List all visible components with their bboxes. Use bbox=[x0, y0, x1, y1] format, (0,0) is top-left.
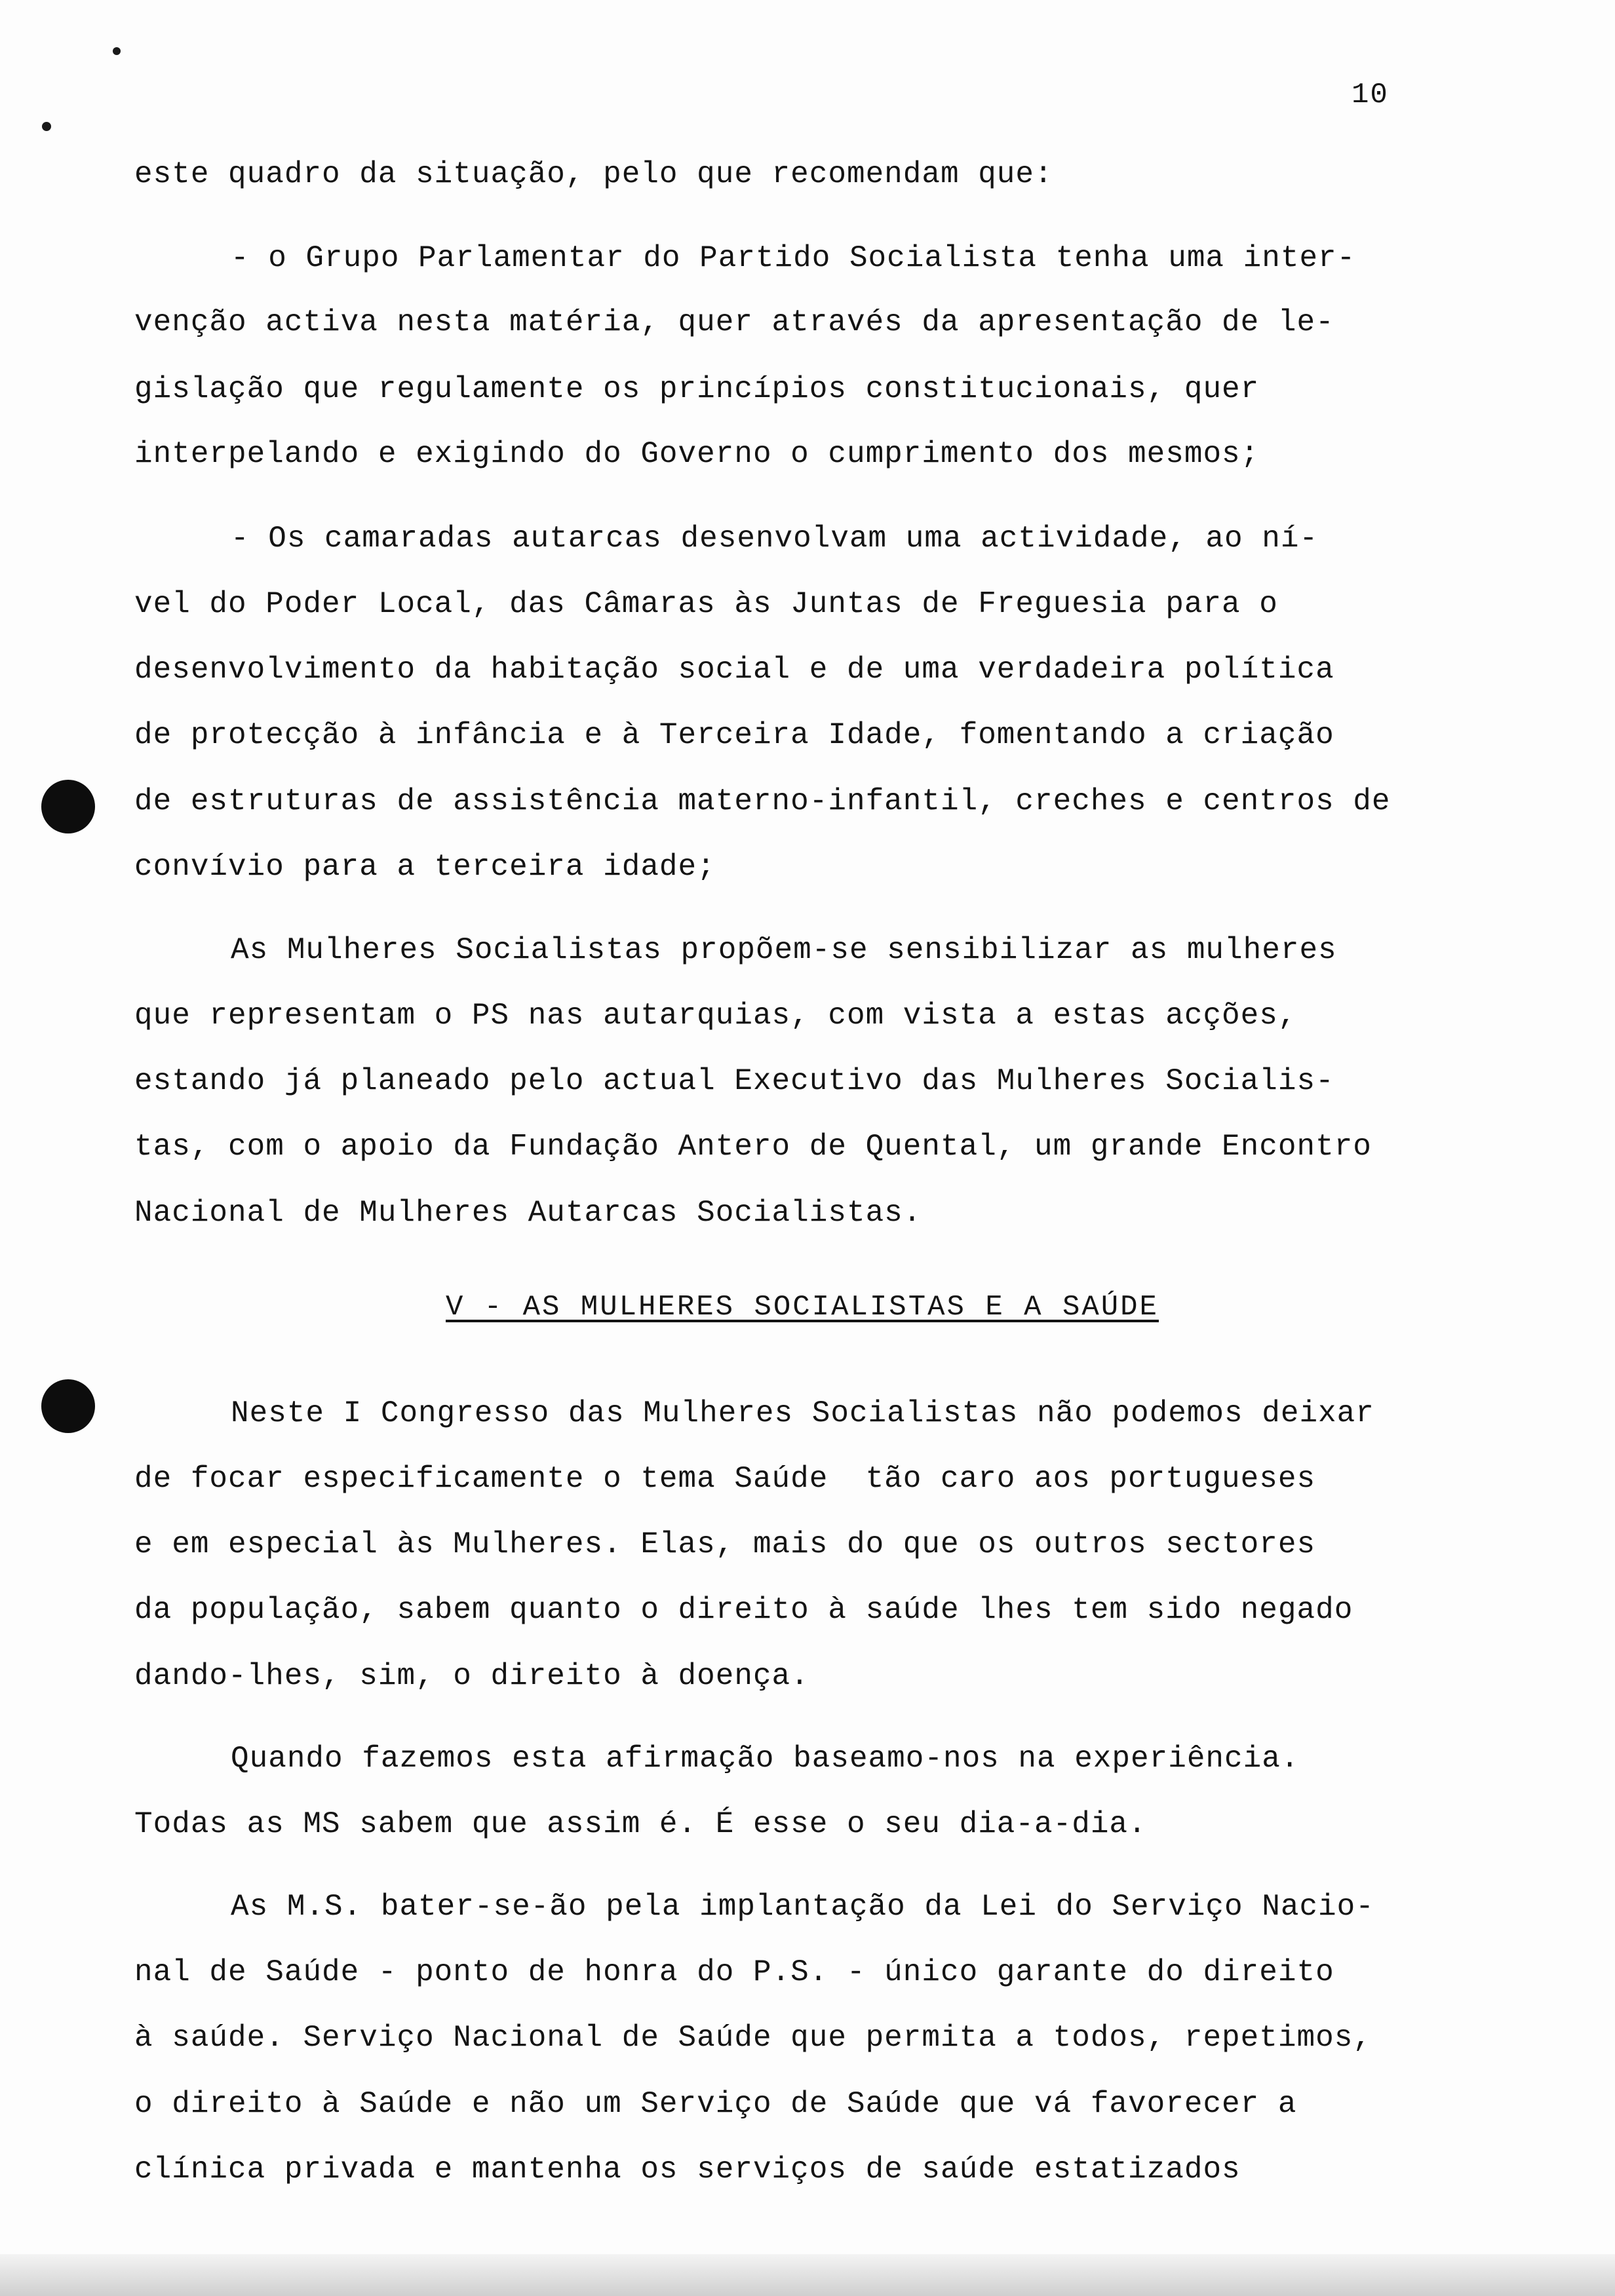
text-line: este quadro da situação, pelo que recomendam que: bbox=[134, 157, 1053, 191]
text-line: clínica privada e mantenha os serviços de saúde estatizados bbox=[134, 2152, 1241, 2187]
text-line: venção activa nesta matéria, quer através da apresentação de le- bbox=[134, 305, 1334, 339]
text-line: dando-lhes, sim, o direito à doença. bbox=[134, 1659, 809, 1693]
text-line: estando já planeado pelo actual Executivo das Mulheres Socialis- bbox=[134, 1064, 1334, 1098]
text-line: convívio para a terceira idade; bbox=[134, 850, 716, 884]
text-line: vel do Poder Local, das Câmaras às Juntas de Freguesia para o bbox=[134, 587, 1278, 621]
punch-hole-top bbox=[41, 780, 95, 833]
text-line: de protecção à infância e à Terceira Idade, fomentando a criação bbox=[134, 718, 1334, 752]
text-line: - Os camaradas autarcas desenvolvam uma actividade, ao ní- bbox=[231, 522, 1319, 556]
text-line: - o Grupo Parlamentar do Partido Socialista tenha uma inter- bbox=[231, 241, 1356, 275]
text-line: da população, sabem quanto o direito à saúde lhes tem sido negado bbox=[134, 1593, 1353, 1627]
text-line: nal de Saúde - ponto de honra do P.S. - único garante do direito bbox=[134, 1955, 1334, 1989]
text-line: As M.S. bater-se-ão pela implantação da Lei do Serviço Nacio- bbox=[231, 1890, 1374, 1924]
text-line: à saúde. Serviço Nacional de Saúde que permita a todos, repetimos, bbox=[134, 2021, 1372, 2055]
text-line: o direito à Saúde e não um Serviço de Saúde que vá favorecer a bbox=[134, 2087, 1297, 2121]
text-line: tas, com o apoio da Fundação Antero de Quental, um grande Encontro bbox=[134, 1130, 1372, 1164]
text-line: que representam o PS nas autarquias, com vista a estas acções, bbox=[134, 999, 1297, 1033]
text-line: Todas as MS sabem que assim é. É esse o seu dia-a-dia. bbox=[134, 1807, 1147, 1841]
page-number: 10 bbox=[1352, 79, 1389, 111]
scan-speck bbox=[113, 47, 121, 55]
scan-speck bbox=[42, 122, 51, 131]
text-line: de estruturas de assistência materno-infantil, creches e centros de bbox=[134, 784, 1391, 818]
scan-bottom-edge bbox=[0, 2254, 1615, 2296]
text-line: gislação que regulamente os princípios constitucionais, quer bbox=[134, 372, 1260, 406]
section-heading: V - AS MULHERES SOCIALISTAS E A SAÚDE bbox=[446, 1291, 1159, 1324]
text-line: de focar especificamente o tema Saúde tão caro aos portugueses bbox=[134, 1462, 1316, 1496]
text-line: interpelando e exigindo do Governo o cumprimento dos mesmos; bbox=[134, 437, 1260, 471]
text-line: Neste I Congresso das Mulheres Socialistas não podemos deixar bbox=[231, 1396, 1374, 1430]
text-line: Quando fazemos esta afirmação baseamo-nos na experiência. bbox=[231, 1742, 1300, 1776]
text-line: e em especial às Mulheres. Elas, mais do que os outros sectores bbox=[134, 1527, 1316, 1561]
text-line: desenvolvimento da habitação social e de uma verdadeira política bbox=[134, 653, 1334, 687]
punch-hole-bottom bbox=[41, 1379, 95, 1433]
text-line: Nacional de Mulheres Autarcas Socialistas. bbox=[134, 1196, 922, 1230]
text-line: As Mulheres Socialistas propõem-se sensibilizar as mulheres bbox=[231, 933, 1337, 967]
